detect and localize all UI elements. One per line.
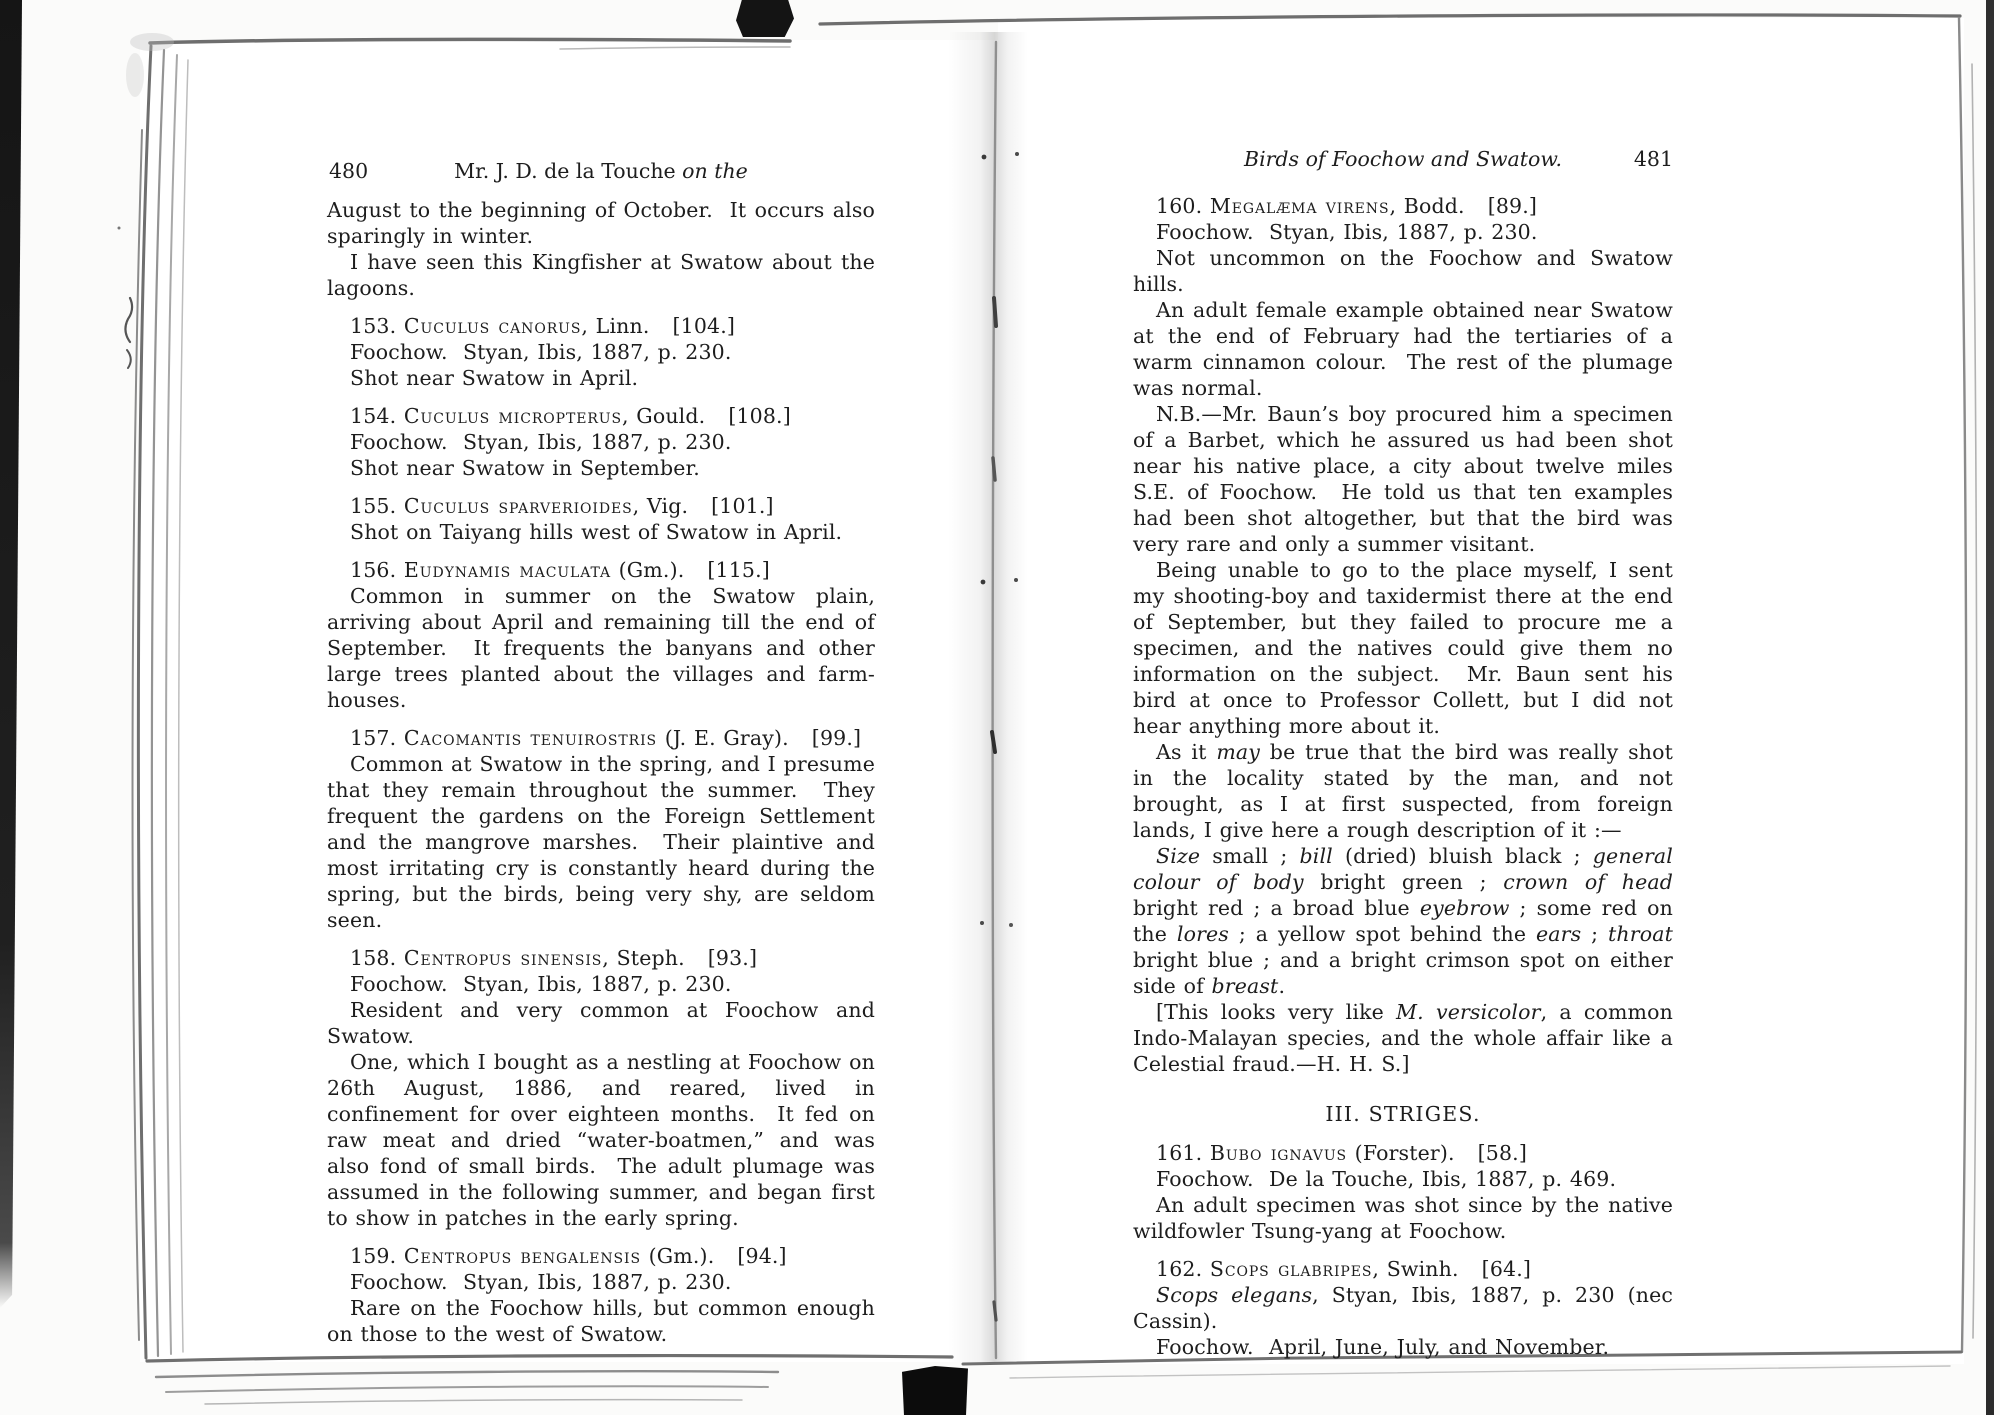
species-entry bbox=[327, 557, 875, 713]
text-run: (Forster). [58.] bbox=[1347, 1141, 1527, 1165]
text-run: Shot near Swatow in April. bbox=[350, 366, 639, 390]
entry-paragraph bbox=[327, 1049, 875, 1231]
entry-paragraph bbox=[327, 751, 875, 933]
species-name: Bubo ignavus bbox=[1209, 1141, 1348, 1165]
text-run: (Gm.). [94.] bbox=[640, 1244, 787, 1268]
book-cover-edge-left bbox=[0, 0, 22, 1308]
species-entry bbox=[1133, 193, 1673, 1077]
text-run: be true that the bird was really shot in the locality stated by the man, and not brought, as I at first suspected, from foreign lands, I give here a rough description of it :— bbox=[1133, 740, 1673, 842]
text-run: bright red ; a broad blue bbox=[1133, 896, 1420, 920]
text-run: Being unable to go to the place myself, I sent my shooting-boy and taxidermist there at the end of September, but they failed to procure me a specimen, and the natives could give them no information on the subject. Mr. Baun sent his bird at once to Professor Collett, but I did not hear anything more about it. bbox=[1133, 558, 1673, 738]
entry-paragraph bbox=[1133, 557, 1673, 739]
text-run: . bbox=[1278, 974, 1286, 998]
species-heading bbox=[327, 403, 875, 429]
left-species-entries bbox=[327, 313, 875, 1347]
italic-text: general colour of body bbox=[1133, 844, 1673, 894]
entry-paragraph bbox=[1133, 1166, 1673, 1192]
text-run: N.B.—Mr. Baun’s boy procured him a specimen of a Barbet, which he assured us had been shot near his native place, a city about twelve miles S.E. of Foochow. He told us that ten examples had been shot altogether, but that the bird was very rare and only a summer visitant. bbox=[1133, 402, 1673, 556]
italic-text: Scops elegans bbox=[1156, 1283, 1313, 1307]
entry-paragraph bbox=[327, 971, 875, 997]
italic-text: may bbox=[1216, 740, 1261, 764]
text-run: An adult female example obtained near Swatow at the end of February had the tertiaries of a warm cinnamon colour. The rest of the plumage was normal. bbox=[1133, 298, 1673, 400]
text-paragraph bbox=[327, 197, 875, 249]
entry-paragraph bbox=[327, 1269, 875, 1295]
right-species-entries-bottom bbox=[1133, 1140, 1673, 1360]
species-heading bbox=[327, 557, 875, 583]
italic-text: throat bbox=[1608, 922, 1673, 946]
left-page-number: 480 bbox=[329, 159, 369, 183]
text-run: , Gould. [108.] bbox=[621, 404, 791, 428]
entry-paragraph bbox=[327, 455, 875, 481]
text-run: (J. E. Gray). [99.] bbox=[657, 726, 862, 750]
species-entry bbox=[327, 725, 875, 933]
species-heading bbox=[1133, 1256, 1673, 1282]
binding-top-mark bbox=[736, 0, 794, 37]
species-entry bbox=[327, 1243, 875, 1347]
species-heading bbox=[1133, 1140, 1673, 1166]
italic-text: Birds of Foochow and Swatow. bbox=[1244, 147, 1562, 171]
text-run: Foochow. Styan, Ibis, 1887, p. 230. bbox=[1156, 220, 1538, 244]
text-run: , Styan, Ibis, 1887, p. 230 (nec Cassin). bbox=[1133, 1283, 1673, 1333]
text-run: An adult specimen was shot since by the native wildfowler Tsung-yang at Foochow. bbox=[1133, 1193, 1673, 1243]
text-run: Rare on the Foochow hills, but common enough on those to the west of Swatow. bbox=[327, 1296, 875, 1346]
text-run: 158. bbox=[350, 946, 404, 970]
text-run: August to the beginning of October. It occurs also sparingly in winter. bbox=[327, 198, 875, 248]
species-name: Centropus sinensis bbox=[403, 946, 603, 970]
text-run: (dried) bluish black ; bbox=[1332, 844, 1593, 868]
text-run: , Bodd. [89.] bbox=[1389, 194, 1538, 218]
italic-text: eyebrow bbox=[1419, 896, 1510, 920]
text-run: Common in summer on the Swatow plain, arriving about April and remaining till the end of September. It frequents the banyans and other large trees planted about the villages and farm-houses. bbox=[327, 584, 875, 712]
species-heading bbox=[327, 493, 875, 519]
species-heading bbox=[327, 1243, 875, 1269]
species-entry bbox=[327, 313, 875, 391]
entry-paragraph bbox=[327, 519, 875, 545]
species-heading bbox=[1133, 193, 1673, 219]
species-name: Eudynamis maculata bbox=[403, 558, 611, 582]
text-run: Foochow. Styan, Ibis, 1887, p. 230. bbox=[350, 1270, 732, 1294]
right-running-head-title bbox=[1244, 147, 1562, 171]
text-run: 159. bbox=[350, 1244, 404, 1268]
section-heading: III. STRIGES. bbox=[1325, 1102, 1481, 1126]
species-name: Cuculus canorus bbox=[403, 314, 582, 338]
species-entry bbox=[327, 945, 875, 1231]
species-entry bbox=[1133, 1140, 1673, 1244]
text-run: 157. bbox=[350, 726, 404, 750]
text-run: ; some red on the bbox=[1133, 896, 1673, 946]
entry-paragraph bbox=[327, 429, 875, 455]
italic-text: lores bbox=[1176, 922, 1229, 946]
text-run: Mr. J. D. de la Touche bbox=[454, 159, 683, 183]
species-entry bbox=[1133, 1256, 1673, 1360]
species-name: Cacomantis tenuirostris bbox=[403, 726, 658, 750]
text-run: Foochow. Styan, Ibis, 1887, p. 230. bbox=[350, 430, 732, 454]
text-run: ; bbox=[1581, 922, 1609, 946]
italic-text: bill bbox=[1299, 844, 1333, 868]
text-run: , Steph. [93.] bbox=[602, 946, 758, 970]
text-run: bright green ; bbox=[1303, 870, 1504, 894]
text-run: Common at Swatow in the spring, and I presume that they remain throughout the summer. They frequent the gardens on the Foreign Settlement and the mangrove marshes. Their plaintive and most irritating cry is constantly heard during the spring, but the birds, being very shy, are seldom seen. bbox=[327, 752, 875, 932]
text-run: Shot near Swatow in September. bbox=[350, 456, 700, 480]
text-run: , a common Indo-Malayan species, and the whole affair like a Celestial fraud.—H. H. S.] bbox=[1133, 1000, 1673, 1076]
text-run: ; a yellow spot behind the bbox=[1228, 922, 1537, 946]
text-run: (Gm.). [115.] bbox=[610, 558, 770, 582]
text-run: Foochow. April, June, July, and November. bbox=[1156, 1335, 1610, 1359]
entry-paragraph bbox=[327, 339, 875, 365]
text-run: Foochow. Styan, Ibis, 1887, p. 230. bbox=[350, 340, 732, 364]
text-run: 160. bbox=[1156, 194, 1210, 218]
species-name: Scops glabripes bbox=[1209, 1257, 1373, 1281]
entry-paragraph bbox=[327, 365, 875, 391]
left-running-head bbox=[327, 158, 875, 184]
text-run: 153. bbox=[350, 314, 404, 338]
text-run: As it bbox=[1156, 740, 1217, 764]
species-heading bbox=[327, 725, 875, 751]
entry-paragraph bbox=[1133, 739, 1673, 843]
text-run: , Swinh. [64.] bbox=[1372, 1257, 1532, 1281]
text-run: , Linn. [104.] bbox=[581, 314, 736, 338]
text-run: 156. bbox=[350, 558, 404, 582]
text-run: One, which I bought as a nestling at Foochow on 26th August, 1886, and reared, lived in confinement for over eighteen months. It fed on raw meat and dried “water-boatmen,” and was also fond of small birds. The adult plumage was assumed in the following summer, and began first to show in patches in the early spring. bbox=[327, 1050, 875, 1230]
text-run: , Vig. [101.] bbox=[632, 494, 774, 518]
italic-text: crown of head bbox=[1503, 870, 1673, 894]
entry-paragraph bbox=[327, 583, 875, 713]
text-run: bright blue ; and a bright crimson spot on either side of bbox=[1133, 948, 1673, 998]
italic-text: breast bbox=[1211, 974, 1279, 998]
text-run: [This looks very like bbox=[1156, 1000, 1397, 1024]
italic-text: ears bbox=[1536, 922, 1582, 946]
species-entry bbox=[327, 493, 875, 545]
text-run: small ; bbox=[1200, 844, 1300, 868]
text-run: Resident and very common at Foochow and Swatow. bbox=[327, 998, 875, 1048]
species-name: Cuculus sparverioides bbox=[403, 494, 633, 518]
left-running-head-title bbox=[454, 159, 748, 183]
italic-text: on the bbox=[682, 159, 748, 183]
text-run: 155. bbox=[350, 494, 404, 518]
entry-paragraph bbox=[1133, 401, 1673, 557]
right-page-column bbox=[1133, 146, 1673, 1360]
italic-text: Size bbox=[1156, 844, 1201, 868]
left-intro-paragraphs bbox=[327, 197, 875, 301]
species-heading bbox=[327, 945, 875, 971]
entry-paragraph bbox=[327, 997, 875, 1049]
left-margin-marks bbox=[118, 227, 133, 369]
italic-text: M. versicolor bbox=[1396, 1000, 1541, 1024]
text-run: Not uncommon on the Foochow and Swatow hills. bbox=[1133, 246, 1673, 296]
book-cover-edge-right bbox=[1986, 0, 1994, 1415]
entry-paragraph bbox=[1133, 219, 1673, 245]
species-name: Megalæma virens bbox=[1209, 194, 1390, 218]
entry-paragraph bbox=[1133, 245, 1673, 297]
entry-paragraph bbox=[1133, 1192, 1673, 1244]
text-run: Foochow. De la Touche, Ibis, 1887, p. 469. bbox=[1156, 1167, 1617, 1191]
species-heading bbox=[327, 313, 875, 339]
text-run: I have seen this Kingfisher at Swatow about the lagoons. bbox=[327, 250, 875, 300]
text-run: Foochow. Styan, Ibis, 1887, p. 230. bbox=[350, 972, 732, 996]
text-run: 162. bbox=[1156, 1257, 1210, 1281]
entry-paragraph bbox=[1133, 843, 1673, 999]
binding-gutter-shadow bbox=[948, 32, 1028, 1362]
entry-paragraph bbox=[1133, 1282, 1673, 1334]
entry-paragraph bbox=[1133, 1334, 1673, 1360]
text-run: 154. bbox=[350, 404, 404, 428]
entry-paragraph bbox=[1133, 999, 1673, 1077]
species-name: Cuculus micropterus bbox=[403, 404, 622, 428]
entry-paragraph bbox=[327, 1295, 875, 1347]
text-run: 161. bbox=[1156, 1141, 1210, 1165]
left-page-column bbox=[327, 158, 875, 1347]
text-paragraph bbox=[327, 249, 875, 301]
species-name: Centropus bengalensis bbox=[403, 1244, 641, 1268]
species-entry bbox=[327, 403, 875, 481]
entry-paragraph bbox=[1133, 297, 1673, 401]
right-species-entries-top bbox=[1133, 193, 1673, 1077]
binding-bottom-mark bbox=[902, 1366, 968, 1415]
right-page-number: 481 bbox=[1633, 147, 1673, 171]
text-run: Shot on Taiyang hills west of Swatow in April. bbox=[350, 520, 843, 544]
right-running-head bbox=[1133, 146, 1673, 172]
